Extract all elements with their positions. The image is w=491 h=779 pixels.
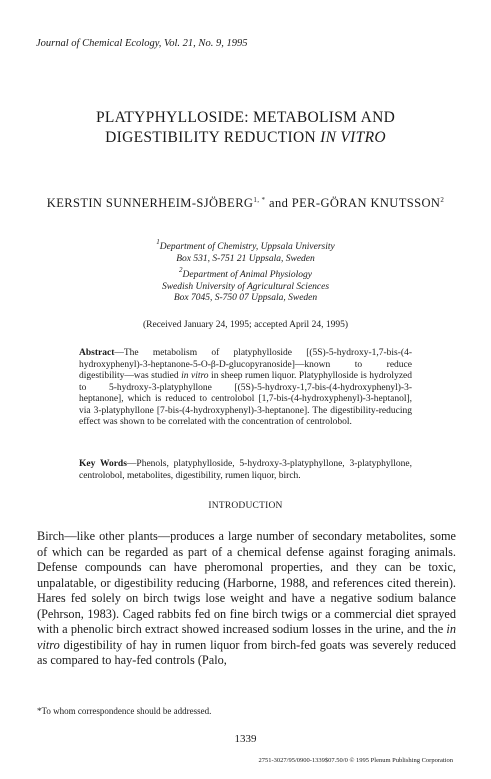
affiliation-1-line-2: Box 531, S-751 21 Uppsala, Sweden [176, 253, 315, 264]
affiliation-2-line-2: Swedish University of Agricultural Sciences [161, 281, 330, 292]
affiliation-1-line-1 [0, 237, 491, 254]
title-italic: IN VITRO [320, 129, 386, 146]
introduction-paragraph [37, 529, 456, 669]
affiliation-2-dept: Department of Animal Physiology [182, 270, 312, 280]
affiliations [0, 237, 491, 305]
affiliation-1-dept: Department of Chemistry, Uppsala University [159, 242, 335, 252]
abstract-text-2: in sheep rumen liquor. Platyphylloside is hydrolyzed to 5-hydroxy-3-platyphyllone [(5S)-5-hydroxy-1,7-bis-(4-hydroxyphenyl)-3-heptanone], which is reduced to centrolobol [1,7-bis-(4-hydroxyphenyl)-3-heptanol], via 3-platyphyllone [7-bis-(4-hydroxyphenyl)-3-heptanone]. The digestibility-reducing effect was shown to be correlated with the concentration of centrolobol. [79, 371, 413, 427]
key-words-text: —Phenols, platyphylloside, 5-hydroxy-3-platyphyllone, 3-platyphyllone, centrolobol, metabolites, digestibility, rumen liquor, birch. [79, 459, 412, 481]
received-dates: (Received January 24, 1995; accepted April 24, 1995) [143, 320, 348, 330]
section-heading-introduction: INTRODUCTION [208, 501, 283, 511]
abstract-label: Abstract [79, 348, 115, 358]
correspondence-footnote: *To whom correspondence should be addressed. [37, 706, 212, 716]
key-words [79, 459, 412, 482]
intro-italic: in vitro [37, 622, 456, 652]
key-words-label: Key Words [79, 459, 127, 469]
article-title-line-2 [0, 128, 491, 148]
affiliation-2-mark: 2 [179, 266, 183, 274]
abstract-text-1: —The metabolism of platyphylloside [(5S)-5-hydroxy-1,7-bis-(4-hydroxyphenyl)-3-heptanone-5-O-β-D-glucopyranoside]—known to reduce digestibility—was studied [79, 348, 412, 381]
affiliation-1-mark: 1 [156, 238, 160, 246]
journal-citation: Journal of Chemical Ecology, Vol. 21, No. 9, 1995 [36, 38, 248, 49]
intro-text-2: digestibility of hay in rumen liquor from birch-fed goats was severely reduced as compared to hay-fed controls (Palo, [37, 637, 456, 667]
author-1: KERSTIN SUNNERHEIM-SJÖBERG [46, 196, 254, 210]
author-2: PER-GÖRAN KNUTSSON [291, 196, 441, 210]
page-number: 1339 [234, 733, 257, 745]
author-2-affiliation-mark: 2 [440, 196, 445, 204]
author-conjunction: and [265, 196, 292, 210]
affiliation-2-line-3: Box 7045, S-750 07 Uppsala, Sweden [173, 293, 318, 303]
affiliation-2-line-1 [0, 265, 491, 282]
title-text: DIGESTIBILITY REDUCTION [105, 129, 321, 146]
abstract-italic: in vitro [181, 371, 209, 381]
article-title-line-1: PLATYPHYLLOSIDE: METABOLISM AND [95, 109, 396, 126]
author-list [0, 196, 491, 211]
intro-text-1: Birch—like other plants—produces a large number of secondary metabolites, some of which can be regarded as part of a chemical defense against foraging animals. Defense compounds can have pheromonal properties, and they can be toxic, unpalatable, or digestibility reducing (Harborne, 1988, and references cited therein). Hares fed solely on birch twigs lose weight and have a negative sodium balance (Pehrson, 1983). Caged rabbits fed on fine birch twigs or a commercial diet sprayed with a phenolic birch extract showed increased sodium losses in the urine, and the [37, 529, 456, 636]
abstract [79, 348, 412, 429]
copyright-line: 2751-3027/95/0900-1339$07.50/0 © 1995 Plenum Publishing Corporation [258, 757, 453, 764]
author-1-affiliation-mark: 1, * [253, 196, 266, 204]
